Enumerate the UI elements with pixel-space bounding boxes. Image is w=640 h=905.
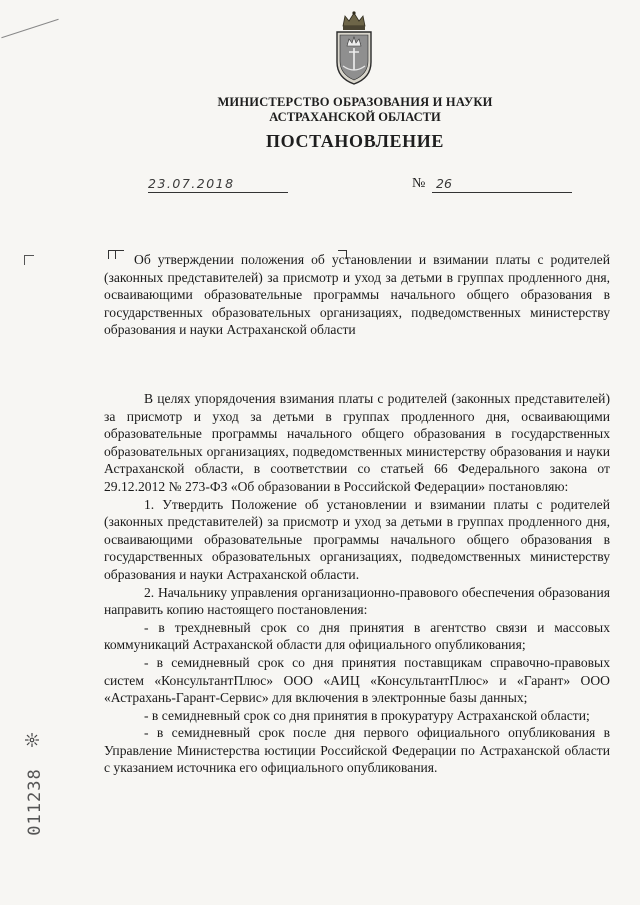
document-number-value: 26: [436, 176, 452, 191]
margin-corner-mark: [24, 255, 34, 265]
scan-artifact-line: [1, 19, 58, 38]
body-paragraph-item-1: 1. Утвердить Положение об установлении и взимании платы с родителей (законных представителей) за присмотр и уход за детьми в группах продленного дня, осваивающими образовательные программы начального общего образования в государственных образовательных организациях, подведомственных министерству образования и науки Астраханской области.: [104, 496, 610, 582]
coat-of-arms-icon: [331, 10, 377, 88]
body-paragraph-preamble: В целях упорядочения взимания платы с родителей (законных представителей) за присмотр и уход за детьми в группах продленного дня, осваивающими образовательные программы начального общего образования в государственных образовательных организациях, подведомственных министерству образования и науки Астраханской области, в соответствии со статьей 66 Федерального закона от 29.12.2012 № 273-ФЗ «Об образовании в Российской Федерации» постановляю:: [104, 391, 610, 494]
ministry-name-line1: МИНИСТЕРСТВО ОБРАЗОВАНИЯ И НАУКИ: [217, 95, 493, 109]
body-paragraph-bullet-1: - в трехдневный срок со дня принятия в агентство связи и массовых коммуникаций Астраханской области для официального опубликования;: [104, 619, 610, 653]
body-paragraph-item-2: 2. Начальнику управления организационно-правового обеспечения образования направить копию настоящего постановления:: [104, 584, 610, 618]
document-number-field: [432, 176, 572, 193]
ministry-name-line2: АСТРАХАНСКОЙ ОБЛАСТИ: [269, 110, 441, 124]
body-paragraph-bullet-2: - в семидневный срок со дня принятия поставщикам справочно-правовых систем «КонсультантПлюс» ООО «АИЦ «КонсультантПлюс» и «Гарант» ООО «Астрахань-Гарант-Сервис» для включения в электронные базы данных;: [104, 654, 610, 706]
document-subject: Об утверждении положения об установлении и взимании платы с родителей (законных представителей) за присмотр и уход за детьми в группах продленного дня, осваивающими образовательные программы начального общего образования в государственных образовательных организациях, подведомственных министерству образования и науки Астраханской области: [104, 252, 610, 337]
document-type-title: ПОСТАНОВЛЕНИЕ: [266, 131, 444, 151]
blank-serial-number: 011238: [25, 768, 45, 836]
decorative-flower-icon: [24, 732, 40, 748]
document-body: [104, 390, 610, 777]
body-paragraph-bullet-4: - в семидневный срок после дня первого официального опубликования в Управление Министерства юстиции Российской Федерации по Астраханской области с указанием источника его официального опубликования.: [104, 725, 610, 776]
number-sign: №: [412, 176, 426, 191]
document-date-field: 23.07.2018: [148, 176, 288, 193]
body-paragraph-bullet-3: - в семидневный срок со дня принятия в прокуратуру Астраханской области;: [144, 707, 590, 723]
